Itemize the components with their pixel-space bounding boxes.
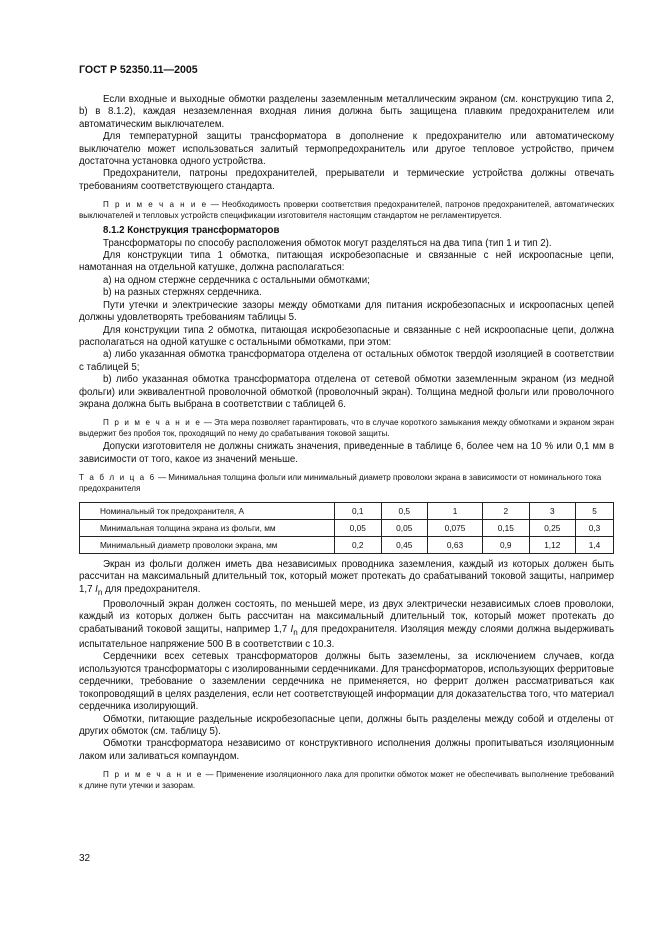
table-cell: 0,45	[381, 536, 428, 553]
list-item: b) либо указанная обмотка трансформатора отделена от сетевой обмотки заземленным экраном (из медной фольги) или эквивалентной проволочной обмоткой (проволочный экран). Толщина медной фольги или проволочного экрана должна быть выбрана в соответствии с таблицей 6.	[79, 374, 614, 410]
table-cell: 1,4	[576, 536, 614, 553]
table-cell: 0,9	[483, 536, 530, 553]
row-header: Минимальная толщина экрана из фольги, мм	[80, 519, 335, 536]
note-text: — Необходимость проверки соответствия предохранителей, патронов предохранителей, автоматических выключателей и тепловых устройств спецификации изготовителя настоящим стандартом не регламентируется.	[79, 200, 614, 221]
page-number: 32	[79, 853, 91, 864]
paragraph: Обмотки трансформатора независимо от конструктивного исполнения должны пропитываться изоляционным лаком или заливаться компаундом.	[79, 738, 614, 762]
table-cell: 2	[483, 502, 530, 519]
note-text: — Применение изоляционного лака для пропитки обмоток может не обеспечивать выполнение требований к длине пути утечки и зазорам.	[79, 770, 614, 791]
current-symbol: I	[290, 623, 294, 635]
current-subscript: n	[97, 587, 103, 597]
table-6	[79, 502, 614, 554]
paragraph: Сердечники всех сетевых трансформаторов должны быть заземлены, за исключением случаев, когда используются трансформаторы с изолированными сердечниками. Для трансформаторов, использующих ферритовые сердечники, требование о заземлении сердечника не применяется, но феррит должен рассматриваться как токопроводящий в целях разделения, если нет соответствующей информации для доказательства того, что материал сердечника изолирующий.	[79, 651, 614, 713]
list-item: b) на разных стержнях сердечника.	[103, 287, 262, 299]
table-cell: 5	[576, 502, 614, 519]
note-text: — Эта мера позволяет гарантировать, что в случае короткого замыкания между обмотками и экраном экран выдержит без пробоя ток, проходящий по нему до срабатывания токовой защиты.	[79, 418, 614, 439]
paragraph: Допуски изготовителя не должны снижать значения, приведенные в таблице 6, более чем на 10 % или 0,1 мм в зависимости от того, какое из значений меньше.	[79, 441, 614, 465]
current-symbol: I	[95, 583, 98, 595]
table-cell: 1	[428, 502, 483, 519]
table-row	[80, 519, 614, 536]
table-row	[80, 502, 614, 519]
table-cell: 0,25	[529, 519, 576, 536]
note-label: П р и м е ч а н и е	[103, 418, 202, 428]
table-cell: 0,63	[428, 536, 483, 553]
paragraph: Трансформаторы по способу расположения обмоток могут разделяться на два типа (тип 1 и тип 2).	[103, 237, 552, 249]
list-item: a) либо указанная обмотка трансформатора отделена от остальных обмоток твердой изоляцией в соответствии с таблицей 5;	[79, 349, 614, 373]
paragraph: Обмотки, питающие раздельные искробезопасные цепи, должны быть разделены между собой и отделены от других обмоток (см. таблицу 5).	[79, 713, 614, 737]
row-header: Минимальный диаметр проволоки экрана, мм	[80, 536, 335, 553]
table-cell: 0,3	[576, 519, 614, 536]
table-caption-label: Т а б л и ц а 6	[79, 473, 156, 483]
paragraph-text: для предохранителя.	[102, 583, 201, 595]
table-cell: 0,2	[335, 536, 382, 553]
section-heading: 8.1.2 Конструкция трансформаторов	[103, 225, 280, 237]
paragraph-text: Экран из фольги должен иметь два независимых проводника заземления, каждый из которых должен быть рассчитан на максимальный длительный ток, который может протекать до срабатываний токовой защиты, например 1,7	[79, 558, 614, 595]
paragraph: Пути утечки и электрические зазоры между обмотками для питания искробезопасных и искроопасных цепей должны удовлетворять требованиям таблицы 5.	[79, 299, 614, 324]
list-item: a) на одном стержне сердечника с остальными обмотками;	[103, 274, 370, 286]
paragraph: Если входные и выходные обмотки разделены заземленным металлическим экраном (см. конструкцию типа 2, b) в 8.1.2), каждая незаземленная входная линия должна быть защищена плавким предохранителем или автоматическим выключателем.	[79, 94, 614, 130]
note-label: П р и м е ч а н и е	[103, 770, 204, 780]
table-caption	[79, 473, 614, 495]
table-cell: 0,05	[335, 519, 382, 536]
table-cell: 0,5	[381, 502, 428, 519]
table-cell: 0,075	[428, 519, 483, 536]
document-body	[79, 94, 614, 793]
paragraph: Предохранители, патроны предохранителей, прерыватели и термические устройства должны отвечать требованиям соответствующего стандарта.	[79, 168, 614, 192]
paragraph	[79, 559, 614, 599]
table-cell: 0,05	[381, 519, 428, 536]
table-cell: 0,1	[335, 502, 382, 519]
note	[79, 199, 614, 221]
paragraph-text: для предохранителя. Изоляция между слоями должна выдерживать испытательное напряжение 500 В в соответствии с 10.3.	[79, 623, 614, 651]
table-caption-text: — Минимальная толщина фольги или минимальный диаметр проволоки экрана в зависимости от номинального тока предохранителя	[79, 473, 602, 493]
note	[79, 769, 614, 791]
row-header: Номинальный ток предохранителя, А	[80, 502, 335, 519]
paragraph: Для конструкции типа 2 обмотка, питающая искробезопасные и связанные с ней искроопасные цепи, должна располагаться на одной катушке с остальными обмотками, при этом:	[79, 324, 614, 348]
note-label: П р и м е ч а н и е	[103, 200, 208, 210]
paragraph	[79, 599, 614, 652]
paragraph: Для температурной защиты трансформатора в дополнение к предохранителю или автоматическому выключателю может использоваться залитый термопредохранитель или другое тепловое устройство, причем достаточна установка одного устройства.	[79, 131, 614, 168]
paragraph: Для конструкции типа 1 обмотка, питающая искробезопасные и связанные с ней искроопасные цепи, намотанная на отдельной катушке, должна располагаться:	[79, 250, 614, 274]
table-row	[80, 536, 614, 553]
note	[79, 417, 614, 439]
table-cell: 0,15	[483, 519, 530, 536]
paragraph-text: Проволочный экран должен состоять, по меньшей мере, из двух электрически независимых слоев проволоки, каждый из которых должен быть рассчитан на максимальный длительный ток, который может протекать до срабатываний токовой защиты, например 1,7	[79, 598, 614, 635]
table-cell: 1,12	[529, 536, 576, 553]
document-header: ГОСТ Р 52350.11—2005	[79, 64, 198, 76]
table-cell: 3	[529, 502, 576, 519]
current-subscript: n	[293, 627, 298, 637]
